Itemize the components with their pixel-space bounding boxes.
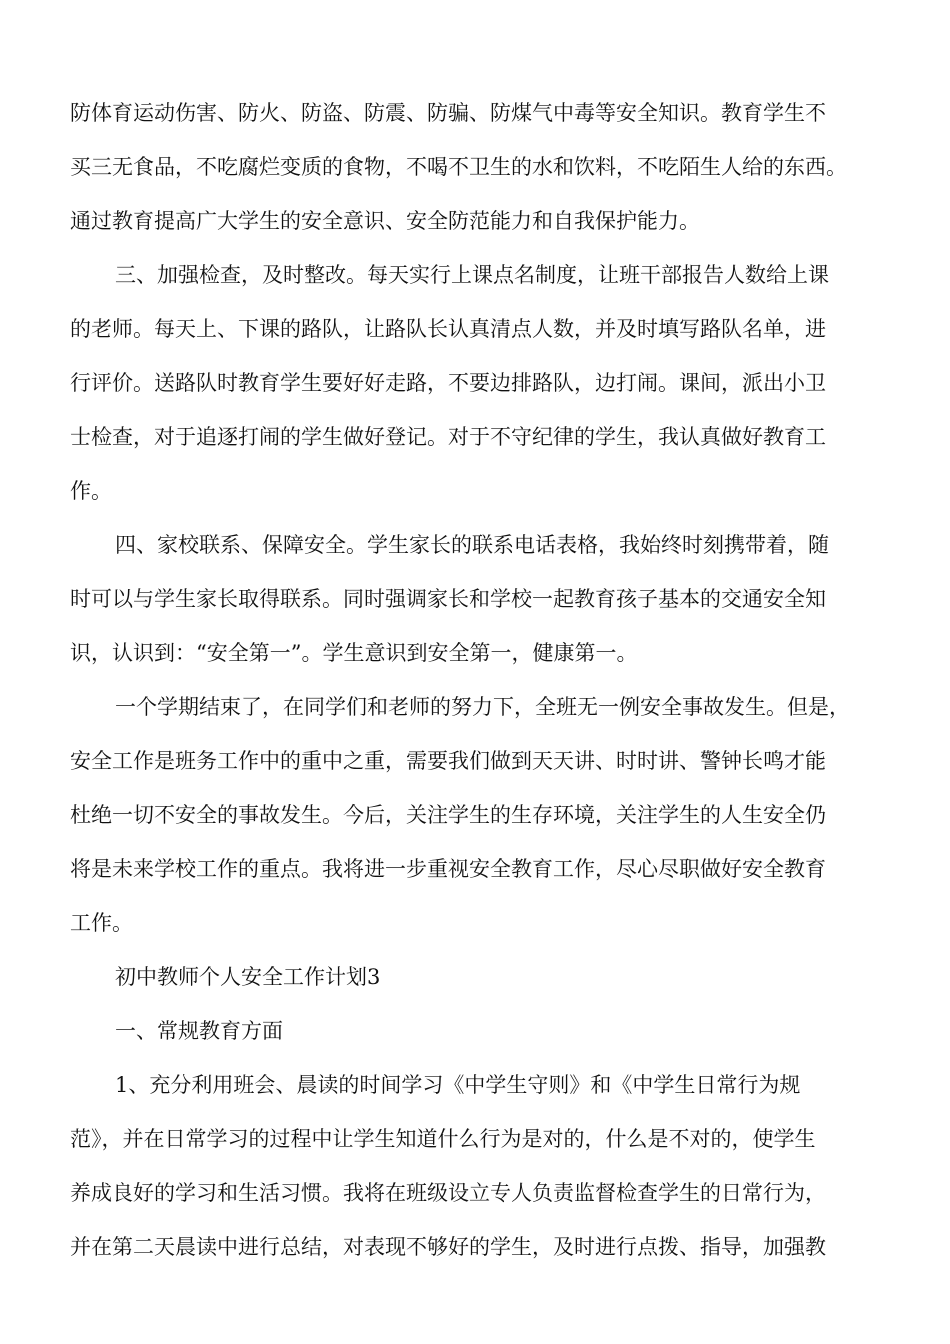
text-line: 安全工作是班务工作中的重中之重，需要我们做到天天讲、时时讲、警钟长鸣才能 xyxy=(70,749,826,773)
text-line: 养成良好的学习和生活习惯。我将在班级设立专人负责监督检查学生的日常行为， xyxy=(70,1181,826,1205)
text-line: 并在第二天晨读中进行总结，对表现不够好的学生，及时进行点拨、指导，加强教 xyxy=(70,1235,826,1259)
text-line: 时可以与学生家长取得联系。同时强调家长和学校一起教育孩子基本的交通安全知 xyxy=(70,587,826,611)
text-line: 行评价。送路队时教育学生要好好走路，不要边排路队，边打闹。课间，派出小卫 xyxy=(70,371,826,395)
text-line: 的老师。每天上、下课的路队，让路队长认真清点人数，并及时填写路队名单，进 xyxy=(70,317,826,341)
paragraph-start-line: 三、加强检查，及时整改。每天实行上课点名制度，让班干部报告人数给上课 xyxy=(115,263,829,287)
text-line: 识，认识到：“安全第一”。学生意识到安全第一，健康第一。 xyxy=(70,641,638,665)
document-body xyxy=(70,86,882,1274)
text-line: 范》，并在日常学习的过程中让学生知道什么行为是对的，什么是不对的，使学生 xyxy=(70,1127,816,1151)
paragraph-start-line: 一个学期结束了，在同学们和老师的努力下，全班无一例安全事故发生。但是， xyxy=(115,695,850,719)
text-line: 将是未来学校工作的重点。我将进一步重视安全教育工作，尽心尽职做好安全教育 xyxy=(70,857,826,881)
text-line: 工作。 xyxy=(70,911,133,935)
text-line: 士检查，对于追逐打闹的学生做好登记。对于不守纪律的学生，我认真做好教育工 xyxy=(70,425,826,449)
text-line: 防体育运动伤害、防火、防盗、防震、防骗、防煤气中毒等安全知识。教育学生不 xyxy=(70,101,826,125)
section-heading: 初中教师个人安全工作计划3 xyxy=(115,965,381,989)
text-line: 作。 xyxy=(70,479,112,503)
paragraph-start-line: 1、充分利用班会、晨读的时间学习《中学生守则》和《中学生日常行为规 xyxy=(115,1073,801,1097)
subsection-heading: 一、常规教育方面 xyxy=(115,1019,283,1043)
text-line: 杜绝一切不安全的事故发生。今后，关注学生的生存环境，关注学生的人生安全仍 xyxy=(70,803,826,827)
paragraph-start-line: 四、家校联系、保障安全。学生家长的联系电话表格，我始终时刻携带着，随 xyxy=(115,533,829,557)
text-line: 买三无食品，不吃腐烂变质的食物，不喝不卫生的水和饮料，不吃陌生人给的东西。 xyxy=(70,155,847,179)
text-line: 通过教育提高广大学生的安全意识、安全防范能力和自我保护能力。 xyxy=(70,209,700,233)
